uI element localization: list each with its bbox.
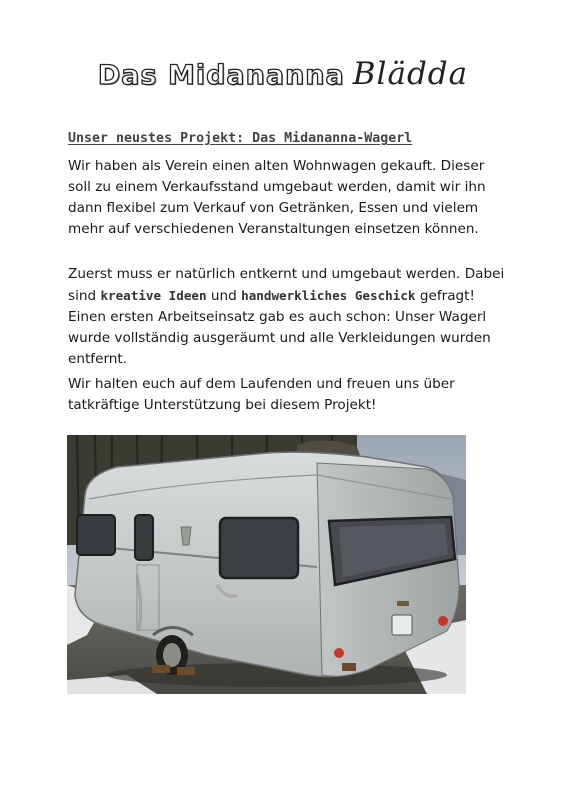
highlight-craft-skill: handwerkliches Geschick (241, 288, 416, 303)
page-title (0, 56, 566, 92)
section-heading: Unser neustes Projekt: Das Midananna-Wagerl (68, 131, 413, 146)
highlight-creative-ideas: kreative Ideen (100, 288, 207, 303)
title-main: Das Midananna (97, 60, 345, 91)
paragraph-work (68, 264, 508, 370)
title-script: Blädda (352, 56, 469, 92)
paragraph-work-text-3: gefragt! Einen ersten Arbeitseinsatz gab es auch schon: Unser Wagerl wurde vollständig ausgeräumt und alle Verkleidungen wurden entfernt. (68, 288, 491, 367)
paragraph-outro: Wir halten euch auf dem Laufenden und freuen uns über tatkräftige Unterstützung bei diesem Projekt! (68, 376, 455, 413)
caravan-photo (67, 435, 466, 694)
paragraph-work-text-1: Zuerst muss er natürlich entkernt und umgebaut werden. Dabei sind (68, 266, 505, 304)
paragraph-intro: Wir haben als Verein einen alten Wohnwagen gekauft. Dieser soll zu einem Verkaufsstand umgebaut werden, damit wir ihn dann flexibel zum Verkauf von Getränken, Essen und vielem mehr auf verschiedenen Veranstaltungen einsetzen können. (68, 158, 486, 237)
paragraph-work-text-2: und (206, 288, 242, 304)
